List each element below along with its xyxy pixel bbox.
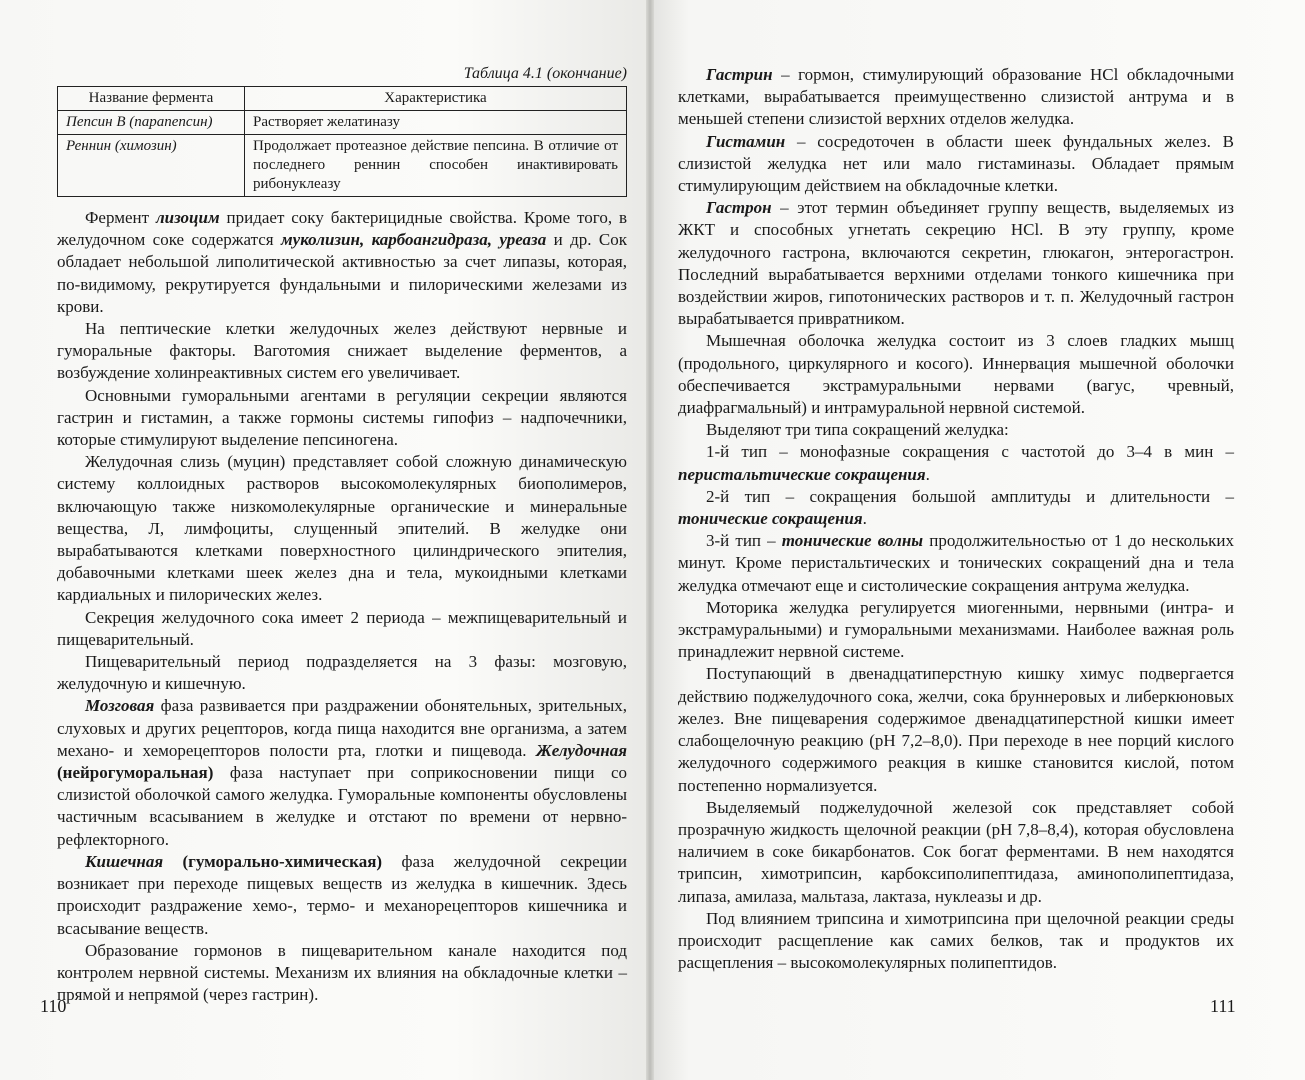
- paragraph: Мышечная оболочка желудка состоит из 3 слоев гладких мышц (продольного, циркулярного и косого). Иннервация мышечной оболочки обеспечивается экстрамуральными нервами (вагус, чревный, диафрагмальный) и интрамуральной нервной системой.: [678, 331, 1234, 418]
- table-row: [58, 111, 627, 135]
- paragraph: Основными гуморальными агентами в регуляции секреции являются гастрин и гистамин, а также гормоны системы гипофиз – надпочечники, которые стимулируют выделение пепсиногена.: [57, 385, 627, 450]
- paragraph: Под влиянием трипсина и химотрипсина при щелочной реакции среды происходит расщепление как самих белков, так и продуктов их расщепления – высокомолекулярных полипептидов.: [678, 908, 1234, 973]
- paragraph: 1-й тип – монофазные сокращения с частотой до 3–4 в мин – перистальтические сокращения.: [678, 442, 1234, 484]
- table-row: [58, 135, 627, 197]
- paragraph: Гастрин – гормон, стимулирующий образование HCl обкладочными клетками, вырабатывается преимущественно слизистой антрума и в меньшей степени слизистой верхних отделов желудка.: [678, 65, 1234, 129]
- paragraph: Выделяемый поджелудочной железой сок представляет собой прозрачную жидкость щелочной реакции (pH 7,8–8,4), которая обусловлена наличием в соке бикарбонатов. Сок богат ферментами. В нем находятся трипсин, химотрипсин, карбоксиполипептидаза, аминополипептидаза, липаза, амилаза, мальтаза, лактаза, нуклеазы и др.: [678, 797, 1234, 906]
- paragraph: Моторика желудка регулируется миогенными, нервными (интра- и экстрамуральными) и гуморальными механизмами. Наиболее важная роль принадлежит нервной системе.: [678, 597, 1234, 662]
- paragraph: Гистамин – сосредоточен в области шеек фундальных желез. В слизистой желудка нет или мало гистаминазы. Обладает прямым стимулирующим действием на обкладочные клетки.: [678, 131, 1234, 196]
- paragraph: Поступающий в двенадцатиперстную кишку химус подвергается действию поджелудочного сока, желчи, сока бруннеровых и либеркюновых желез. Вне пищеварения содержимое двенадцатиперстной кишки имеет слабощелочную реакцию (pH 7,2–8,0). При переходе в нее порций кислого желудочного содержимого реакция в кишке становится кислой, потом постепенно нормализуется.: [678, 664, 1234, 795]
- paragraph: Пищеварительный период подразделяется на 3 фазы: мозговую, желудочную и кишечную.: [57, 652, 627, 694]
- paragraph: 3-й тип – тонические волны продолжительностью от 1 до нескольких минут. Кроме перистальтических и тонических сокращений дна и тела желудка отмечают еще и систолические сокращения антрума желудка.: [678, 531, 1234, 595]
- paragraph: Мозговая фаза развивается при раздражении обонятельных, зрительных, слуховых и других рецепторов, когда пища находится вне организма, а затем механо- и хеморецепторов полости рта, глотки и пищевода. Желудочная (нейрогуморальная) фаза наступает при соприкосновении пищи со слизистой оболочкой самого желудка. Гуморальные компоненты обусловлены частичным всасыванием в желудке и отстают по времени от нервно-рефлекторного.: [57, 696, 627, 849]
- enzyme-description: Растворяет желатиназу: [245, 111, 627, 135]
- left-text-column: [57, 64, 627, 1006]
- enzyme-table: [57, 86, 627, 197]
- book-spine: [646, 0, 654, 1080]
- enzyme-description: Продолжает протеазное действие пепсина. В отличие от последнего реннин способен инактивировать рибонуклеазу: [245, 135, 627, 197]
- page-number: 111: [1210, 996, 1236, 1016]
- paragraph: 2-й тип – сокращения большой амплитуды и длительности – тонические сокращения.: [678, 486, 1234, 529]
- table-header-cell: Название фермента: [58, 87, 245, 111]
- table-header-row: [58, 87, 627, 111]
- paragraph: Секреция желудочного сока имеет 2 периода – межпищеварительный и пищеварительный.: [57, 607, 627, 649]
- paragraph: Желудочная слизь (муцин) представляет собой сложную динамическую систему коллоидных растворов высокомолекулярных биополимеров, включающую также низкомолекулярные органические и минеральные вещества, Л, лимфоциты, слущенный эпителий. В желудке они вырабатываются клетками поверхностного цилиндрического эпителия, добавочными клетками шеек желез дна и тела, мукоидными клетками кардиальных и пилорических желез.: [57, 452, 627, 605]
- paragraph: Кишечная (гуморально-химическая) фаза желудочной секреции возникает при переходе пищевых веществ из желудка в кишечник. Здесь происходит раздражение хемо-, термо- и механорецепторов кишечника и всасывание веществ.: [57, 851, 627, 938]
- paragraph: Гастрон – этот термин объединяет группу веществ, выделяемых из ЖКТ и способных угнетать секрецию HCl. В эту группу, кроме желудочного гастрона, включаются секретин, глюкагон, энтерогастрон. Последний вырабатывается верхними отделами тонкого кишечника при воздействии жиров, гипотонических растворов и т. п. Желудочный гастрон вырабатывается привратником.: [678, 198, 1234, 329]
- paragraph: Выделяют три типа сокращений желудка:: [706, 420, 1009, 440]
- paragraph: На пептические клетки желудочных желез действуют нервные и гуморальные факторы. Ваготомия снижает выделение ферментов, а возбуждение холинреактивных систем его увеличивает.: [57, 319, 627, 383]
- enzyme-name: Пепсин В (парапепсин): [58, 111, 245, 135]
- table-caption: Таблица 4.1 (окончание): [463, 65, 627, 82]
- enzyme-name: Реннин (химозин): [58, 135, 245, 197]
- right-text-column: [678, 64, 1234, 974]
- right-page: [650, 0, 1305, 1080]
- left-page: [0, 0, 650, 1080]
- page-number: 110: [40, 996, 67, 1016]
- table-header-cell: Характеристика: [245, 87, 627, 111]
- paragraph: Образование гормонов в пищеварительном канале находится под контролем нервной системы. Механизм их влияния на обкладочные клетки – прямой и непрямой (через гастрин).: [57, 940, 627, 1005]
- paragraph: Фермент лизоцим придает соку бактерицидные свойства. Кроме того, в желудочном соке содержатся муколизин, карбоангидраза, уреаза и др. Сок обладает небольшой липолитической активностью за счет липазы, которая, по-видимому, рекрутируется фундальными и пилорическими железами из крови.: [57, 208, 627, 316]
